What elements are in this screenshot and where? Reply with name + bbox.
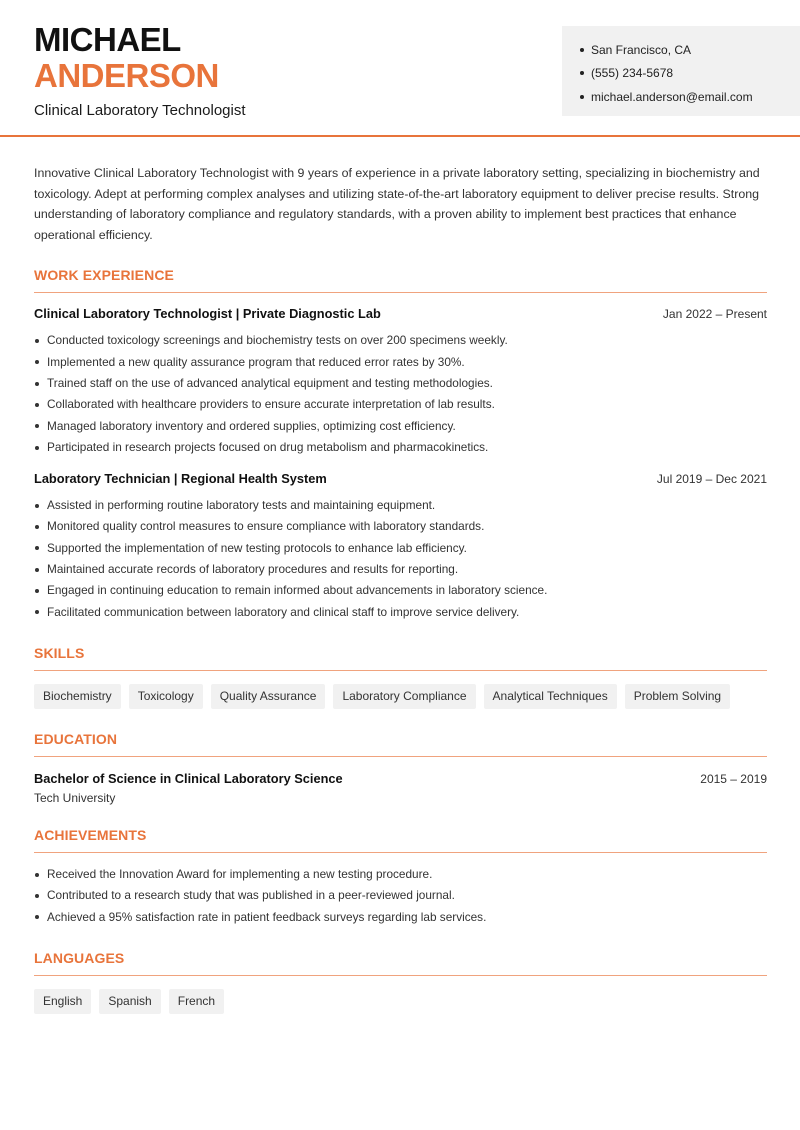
contact-phone-text: (555) 234-5678 xyxy=(591,66,674,81)
bullet-icon xyxy=(35,589,39,593)
list-item xyxy=(34,516,767,537)
list-item-text: Assisted in performing routine laboratory tests and maintaining equipment. xyxy=(47,498,436,513)
list-item xyxy=(34,580,767,601)
list-item xyxy=(34,559,767,580)
bullet-icon xyxy=(580,95,584,99)
education-header xyxy=(34,771,767,786)
list-item xyxy=(34,602,767,623)
skill-tag: Quality Assurance xyxy=(211,684,326,709)
list-item xyxy=(34,352,767,373)
list-item-text: Facilitated communication between laboratory and clinical staff to improve service delivery. xyxy=(47,604,520,619)
contact-location-text: San Francisco, CA xyxy=(591,42,692,57)
contact-email xyxy=(580,85,800,109)
section-title-achievements: ACHIEVEMENTS xyxy=(34,827,767,853)
skills-tags xyxy=(34,684,767,709)
bullet-icon xyxy=(35,382,39,386)
list-item xyxy=(34,437,767,458)
job-header xyxy=(34,306,767,321)
job-header xyxy=(34,471,767,486)
section-title-work: WORK EXPERIENCE xyxy=(34,267,767,293)
bullet-icon xyxy=(35,403,39,407)
summary: Innovative Clinical Laboratory Technologist with 9 years of experience in a private laboratory setting, specializing in biochemistry and toxicology. Adept at performing complex analyses and utilizing state-of-the-art laboratory equipment to deliver precise results. Strong understanding of laboratory compliance and regulatory standards, with a proven ability to implement best practices that enhance operational efficiency. xyxy=(34,166,760,242)
list-item xyxy=(34,907,767,928)
achievements-list xyxy=(34,864,767,928)
bullet-icon xyxy=(35,610,39,614)
list-item xyxy=(34,416,767,437)
list-item-text: Trained staff on the use of advanced analytical equipment and testing methodologies. xyxy=(47,375,493,390)
list-item xyxy=(34,394,767,415)
contact-location xyxy=(580,38,800,62)
list-item-text: Supported the implementation of new testing protocols to enhance lab efficiency. xyxy=(47,540,467,555)
contact-box xyxy=(562,26,800,116)
job-name: Laboratory Technician | Regional Health System xyxy=(34,471,327,487)
list-item xyxy=(34,885,767,906)
skill-tag: Laboratory Compliance xyxy=(333,684,475,709)
job-name: Clinical Laboratory Technologist | Private Diagnostic Lab xyxy=(34,306,381,322)
bullet-icon xyxy=(35,360,39,364)
resume-body xyxy=(0,163,800,1014)
section-title-skills: SKILLS xyxy=(34,645,767,671)
skill-tag: Toxicology xyxy=(129,684,203,709)
list-item-text: Received the Innovation Award for implementing a new testing procedure. xyxy=(47,866,433,881)
bullet-icon xyxy=(35,894,39,898)
bullet-icon xyxy=(35,446,39,450)
bullet-icon xyxy=(35,339,39,343)
bullet-icon xyxy=(35,873,39,877)
list-item-text: Maintained accurate records of laboratory procedures and results for reporting. xyxy=(47,562,459,577)
list-item-text: Collaborated with healthcare providers to ensure accurate interpretation of lab results. xyxy=(47,397,495,412)
list-item xyxy=(34,864,767,885)
job-dates: Jul 2019 – Dec 2021 xyxy=(656,472,767,487)
resume-header xyxy=(0,0,800,137)
language-tag: English xyxy=(34,989,91,1014)
contact-phone xyxy=(580,62,800,86)
skill-tag: Problem Solving xyxy=(625,684,730,709)
list-item-text: Monitored quality control measures to ensure compliance with laboratory standards. xyxy=(47,519,485,534)
list-item xyxy=(34,330,767,351)
section-title-languages: LANGUAGES xyxy=(34,950,767,976)
job-entry xyxy=(34,471,767,623)
language-tag: Spanish xyxy=(99,989,160,1014)
bullet-icon xyxy=(35,424,39,428)
list-item-text: Participated in research projects focused on drug metabolism and pharmacokinetics. xyxy=(47,439,489,454)
job-title: Clinical Laboratory Technologist xyxy=(34,102,246,119)
language-tag: French xyxy=(169,989,224,1014)
name-block xyxy=(34,22,246,119)
education-dates: 2015 – 2019 xyxy=(700,771,767,786)
list-item-text: Conducted toxicology screenings and biochemistry tests on over 200 specimens weekly. xyxy=(47,333,508,348)
list-item-text: Contributed to a research study that was published in a peer-reviewed journal. xyxy=(47,888,455,903)
bullet-icon xyxy=(35,915,39,919)
languages-tags xyxy=(34,989,767,1014)
job-bullets xyxy=(34,495,767,623)
job-entry xyxy=(34,306,767,458)
skill-tag: Analytical Techniques xyxy=(484,684,617,709)
bullet-icon xyxy=(580,71,584,75)
job-dates: Jan 2022 – Present xyxy=(662,307,767,322)
school: Tech University xyxy=(34,790,116,805)
list-item-text: Managed laboratory inventory and ordered supplies, optimizing cost efficiency. xyxy=(47,418,456,433)
bullet-icon xyxy=(35,546,39,550)
list-item xyxy=(34,495,767,516)
list-item-text: Achieved a 95% satisfaction rate in patient feedback surveys regarding lab services. xyxy=(47,909,487,924)
degree: Bachelor of Science in Clinical Laboratory Science xyxy=(34,770,343,786)
first-name: MICHAEL xyxy=(34,21,181,58)
list-item xyxy=(34,538,767,559)
list-item xyxy=(34,373,767,394)
bullet-icon xyxy=(35,568,39,572)
list-item-text: Implemented a new quality assurance program that reduced error rates by 30%. xyxy=(47,354,465,369)
skill-tag: Biochemistry xyxy=(34,684,121,709)
bullet-icon xyxy=(35,504,39,508)
list-item-text: Engaged in continuing education to remain informed about advancements in laboratory science. xyxy=(47,583,548,598)
bullet-icon xyxy=(35,525,39,529)
contact-email-text: michael.anderson@email.com xyxy=(591,89,753,104)
bullet-icon xyxy=(580,48,584,52)
education-entry xyxy=(34,771,767,805)
last-name: ANDERSON xyxy=(34,57,219,94)
job-bullets xyxy=(34,330,767,458)
section-title-education: EDUCATION xyxy=(34,731,767,757)
